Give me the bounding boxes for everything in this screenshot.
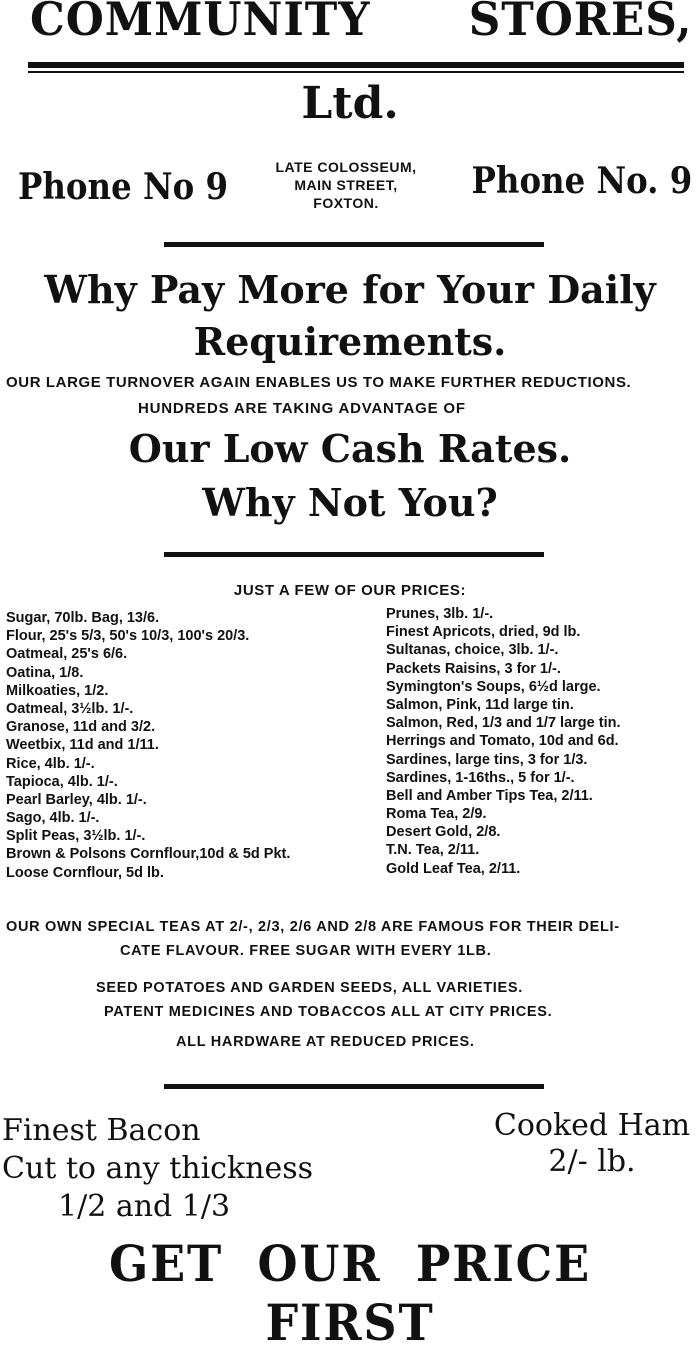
divider-rule [164,242,544,247]
masthead-rule-thin [28,71,684,73]
price-item: Sardines, large tins, 3 for 1/3. [386,751,588,768]
price-item: Packets Raisins, 3 for 1/-. [386,660,561,677]
divider-rule [164,1084,544,1089]
price-item: Herrings and Tomato, 10d and 6d. [386,733,619,750]
price-item: Pearl Barley, 4lb. 1/-. [6,791,147,808]
price-item: Sago, 4lb. 1/-. [6,810,100,827]
store-name-right: STORES, [468,0,692,46]
phone-right: Phone No. 9 [471,160,692,202]
address-line: MAIN STREET, [294,177,398,193]
price-item: Loose Cornflour, 5d lb. [6,864,164,881]
price-item: Oatmeal, 3½lb. 1/-. [6,700,134,717]
divider-rule [164,552,544,557]
bacon-price: 1/2 and 1/3 [58,1189,231,1224]
seeds-note: SEED POTATOES AND GARDEN SEEDS, ALL VARIETIES. [96,980,523,996]
price-item: Oatmeal, 25's 6/6. [6,646,128,663]
price-item: Oatina, 1/8. [6,664,84,681]
price-item: Milkoaties, 1/2. [6,682,109,699]
phone-left: Phone No 9 [18,166,229,208]
headline-line-1: Why Pay More for Your Daily [44,267,656,312]
headline-line-2: Requirements. [193,319,507,364]
price-item: Prunes, 3lb. 1/-. [386,606,494,622]
hardware-note: ALL HARDWARE AT REDUCED PRICES. [176,1034,475,1050]
subheadline-1: OUR LARGE TURNOVER AGAIN ENABLES US TO MAKE FURTHER REDUCTIONS. [6,374,632,391]
bacon-line: Finest Bacon [2,1113,201,1148]
price-item: Salmon, Red, 1/3 and 1/7 large tin. [386,715,621,732]
teas-note-line-2: CATE FLAVOUR. FREE SUGAR WITH EVERY 1LB. [120,943,492,959]
price-item: Gold Leaf Tea, 2/11. [386,860,521,877]
address-line: LATE COLOSSEUM, [275,159,417,175]
price-item: Salmon, Pink, 11d large tin. [386,696,574,713]
price-item: Sardines, 1-16ths., 5 for 1/-. [386,769,575,786]
ham-price: 2/- lb. [548,1144,636,1179]
store-name-left: COMMUNITY [30,0,371,46]
ham-line: Cooked Ham [493,1108,691,1143]
price-item: Desert Gold, 2/8. [386,824,501,841]
price-item: Sugar, 70lb. Bag, 13/6. [6,610,160,626]
price-item: Split Peas, 3½lb. 1/-. [6,828,146,845]
subheadline-2: HUNDREDS ARE TAKING ADVANTAGE OF [138,400,466,417]
headline-line-4: Why Not You? [202,480,498,525]
ham-special [484,1108,700,1180]
prices-heading: JUST A FEW OF OUR PRICES: [233,582,467,599]
store-suffix: Ltd. [301,78,399,129]
address-line: FOXTON. [313,195,379,211]
headline-line-3: Our Low Cash Rates. [128,426,572,471]
medicines-note: PATENT MEDICINES AND TOBACCOS ALL AT CITY PRICES. [104,1004,553,1020]
price-item: Finest Apricots, dried, 9d lb. [386,624,581,641]
price-item: Brown & Polsons Cornflour,10d & 5d Pkt. [6,846,291,863]
bacon-special [2,1112,313,1226]
price-item: Symington's Soups, 6½d large. [386,678,601,695]
bacon-line: Cut to any thickness [2,1151,314,1186]
price-item: Sultanas, choice, 3lb. 1/-. [386,642,559,659]
price-item: Flour, 25's 5/3, 50's 10/3, 100's 20/3. [6,628,250,645]
store-address [240,158,452,212]
price-item: Roma Tea, 2/9. [386,806,487,823]
teas-note-line-1: OUR OWN SPECIAL TEAS AT 2/-, 2/3, 2/6 AND 2/8 ARE FAMOUS FOR THEIR DELI- [6,919,620,935]
price-item: Bell and Amber Tips Tea, 2/11. [386,787,593,804]
price-item: Weetbix, 11d and 1/11. [6,737,159,754]
price-item: Tapioca, 4lb. 1/-. [6,773,118,790]
price-item: T.N. Tea, 2/11. [386,842,480,859]
price-item: Rice, 4lb. 1/-. [6,755,95,772]
footer-slogan: GET OUR PRICE FIRST [108,1234,592,1352]
price-list-right [386,605,621,878]
price-item: Granose, 11d and 3/2. [6,719,156,736]
masthead-rule-thick [28,62,684,68]
price-list-left [6,609,290,882]
